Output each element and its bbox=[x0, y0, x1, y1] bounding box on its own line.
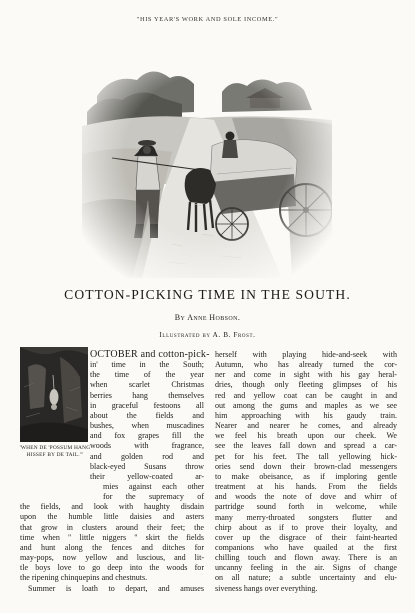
body-line: when scarlet Christmas bbox=[90, 380, 204, 390]
body-line: black-eyed Susans throw bbox=[90, 461, 204, 471]
body-line: partridge sound forth in welcome, while bbox=[215, 502, 397, 512]
body-line: and hunt along the fences and ditches for bbox=[20, 542, 204, 552]
body-line: time when " little niggers " skirt the fields bbox=[20, 532, 204, 542]
body-line: Nearer and nearer he comes, and already bbox=[215, 421, 397, 431]
body-line: and woods the note of dove and whirr of bbox=[215, 492, 397, 502]
body-line: that grow in clusters around their feet; the bbox=[20, 522, 204, 532]
body-line: chilling touch and flown away. There is an bbox=[215, 553, 397, 563]
body-line: the ripening chinquepins and chestnuts. bbox=[20, 573, 148, 583]
body-line: pet for his feet. The tall yellowing hick- bbox=[215, 451, 397, 461]
body-line: berries hang themselves bbox=[90, 390, 204, 400]
body-line: may-pops, now yellow and luscious, and lit- bbox=[20, 553, 204, 563]
body-line: mies against each other bbox=[103, 482, 204, 491]
author-byline: By Anne Hobson. bbox=[174, 313, 241, 322]
article-title: COTTON-PICKING TIME IN THE SOUTH. bbox=[64, 287, 351, 302]
body-line: Summer is loath to depart, and amuses bbox=[28, 583, 204, 593]
body-line: their yellow-coated ar- bbox=[90, 471, 204, 481]
body-line: the fields, and look with haughty disdain bbox=[20, 502, 204, 512]
body-line: to make obeisance, as if imploring gentle bbox=[215, 471, 397, 481]
illustration-caption: "HIS YEAR'S WORK AND SOLE INCOME." bbox=[136, 16, 279, 23]
body-line: and golden rod and bbox=[90, 451, 204, 461]
body-line: tle boys love to go deep into the woods for bbox=[20, 563, 204, 573]
body-line: companions who have quailed at the first bbox=[215, 542, 397, 552]
body-line: OCTOBER and cotton-pick- bbox=[90, 349, 210, 360]
body-line: Autumn, who has already turned the cor- bbox=[215, 360, 397, 370]
body-line: many merry-throated songsters flutter and bbox=[215, 512, 397, 522]
body-line: siveness hangs over everything. bbox=[215, 583, 318, 593]
body-line: bushes, when muscadines bbox=[90, 421, 204, 431]
illustrator-credit: Illustrated by A. B. Frost. bbox=[159, 331, 256, 339]
body-line: and fox grapes fill the bbox=[90, 431, 204, 441]
body-line: see the leaves fall down and spread a car- bbox=[215, 441, 397, 451]
possum-tree-illustration bbox=[20, 347, 88, 442]
body-line: on all nature; a subtle uncertainty and elu- bbox=[215, 573, 397, 583]
body-line: the time of the year bbox=[90, 370, 204, 380]
body-line: in graceful festoons all bbox=[90, 400, 204, 410]
inset-caption-line: 'WHEN DE 'POSSUM HANG bbox=[19, 445, 91, 451]
body-line: upon the humble little daisies and asters bbox=[20, 512, 204, 522]
body-line: in' time in the South; bbox=[90, 360, 204, 370]
body-line: ories send down their brown-clad messengers bbox=[215, 461, 397, 471]
body-line: for the supremacy of bbox=[103, 492, 204, 502]
body-line: red and yellow coat can be caught in and bbox=[215, 390, 397, 400]
body-column-right bbox=[215, 350, 397, 594]
body-line: out among the gums and maples as we see bbox=[215, 400, 397, 410]
body-line: chirp about as if to prove their loyalty, and bbox=[215, 522, 397, 532]
body-line: ner and come in sight with his gay heral- bbox=[215, 370, 397, 380]
body-line: we feel his breath upon our cheek. We bbox=[215, 431, 397, 441]
cotton-wagon-illustration bbox=[82, 34, 332, 278]
body-line: uncanny feeling in the air. Signs of change bbox=[215, 563, 397, 573]
body-column-left-bottom bbox=[20, 482, 204, 594]
inset-caption-line: HISSEF BY DE TAIL.'" bbox=[26, 452, 84, 458]
inset-caption bbox=[18, 445, 92, 459]
body-line: herself with playing hide-and-seek with bbox=[215, 350, 397, 359]
body-line: cover up the disgrace of their faint-hearted bbox=[215, 532, 397, 542]
body-line: treatment at his hands. From the fields bbox=[215, 482, 397, 492]
body-line: dries, though only fleeting glimpses of his bbox=[215, 380, 397, 390]
body-column-left-top bbox=[90, 349, 210, 482]
body-line: about the fields and bbox=[90, 410, 204, 420]
body-line: him approaching with his gaudy train. bbox=[215, 410, 397, 420]
body-line: woods with fragrance, bbox=[90, 441, 204, 451]
